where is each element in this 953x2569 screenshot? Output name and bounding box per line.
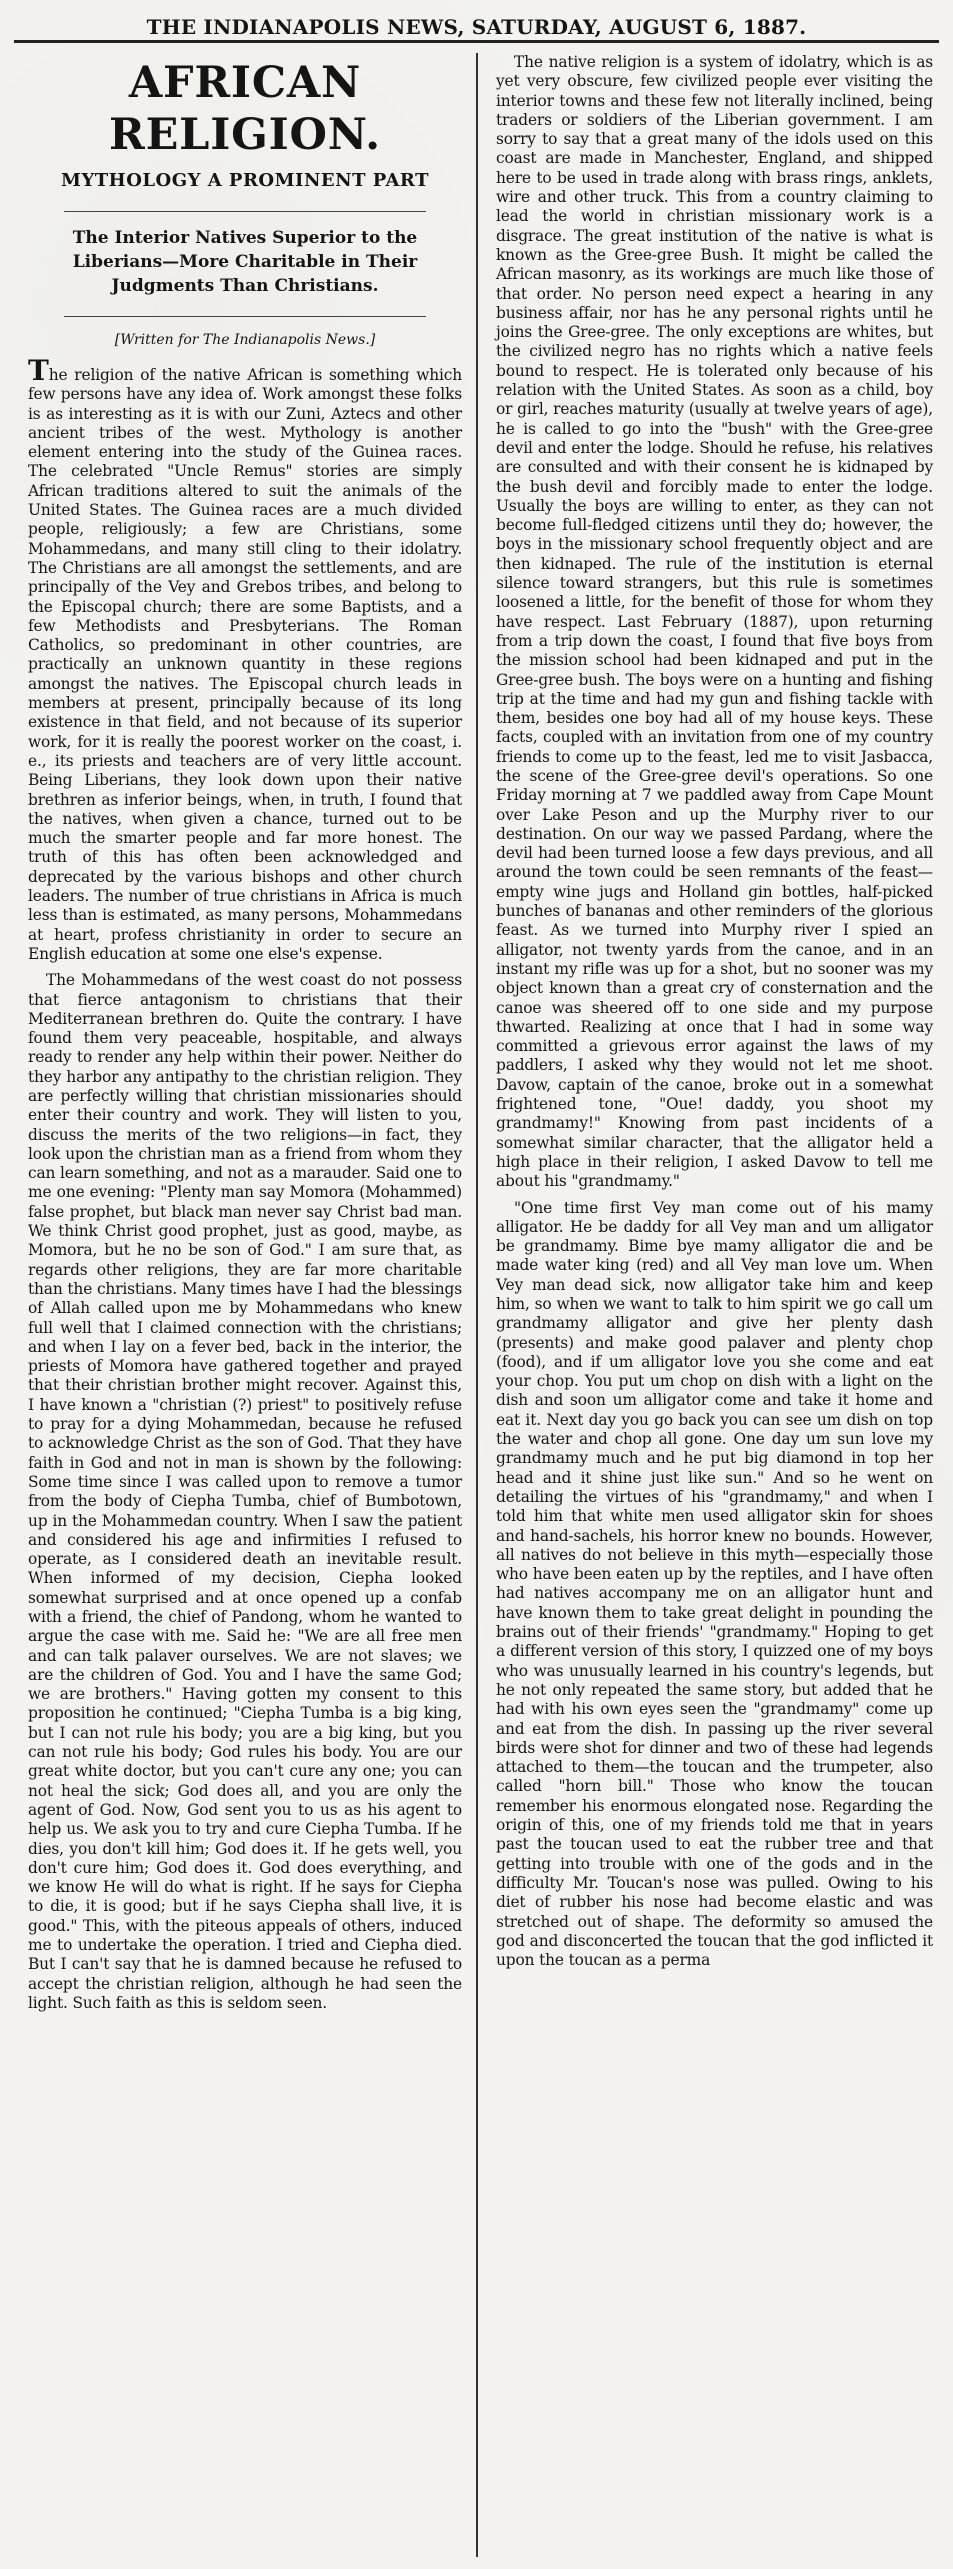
subdeck-rule (64, 316, 426, 317)
article-headline: AFRICAN RELIGION. (109, 58, 381, 160)
article-deck: MYTHOLOGY A PROMINENT PART (61, 170, 429, 191)
left-column (14, 53, 472, 2557)
masthead (14, 14, 939, 43)
left-paragraph-1: The religion of the native African is something which few persons have any idea of. Work amongst these folks is as interesting as it is with our Zuni, Aztecs and other ancient tribes of the west. Mythology is another element entering into the study of the Guinea races. The celebrated "Uncle Remus" stories are simply African traditions altered to suit the animals of the United States. The Guinea races are a much divided people, religiously; a few are Christians, some Mohammedans, and many still cling to their idolatry. The Christians are all amongst the settlements, and are principally of the Vey and Grebos tribes, and belong to the Episcopal church; there are some Baptists, and a few Methodists and Presbyterians. The Roman Catholics, so predominant in other countries, are practically an unknown quantity in these regions amongst the natives. The Episcopal church leads in members at present, principally because of its long existence in that field, and not because of its superior work, for it is really the poorest worker on the coast, i. e., its priests and teachers are of very little account. Being Liberians, they look down upon their native brethren as inferior beings, when, in truth, I found that the natives, when given a chance, turned out to be much the smarter people and far more honest. The truth of this has often been acknowledged and deprecated by the various bishops and other church leaders. The number of true christians in Africa is much less than is estimated, as many persons, Mohammedans at heart, profess christianity in order to secure an English education at some one else's expense. (28, 354, 462, 963)
deck-rule (64, 211, 426, 212)
left-paragraph-2: The Mohammedans of the west coast do not possess that fierce antagonism to christians that their Mediterranean brethren do. Quite the contrary. I have found them very peaceable, hospitable, and always ready to render any help within their power. Neither do they harbor any antipathy to the christian religion. They are perfectly willing that christian missionaries should enter their country and work. They will listen to you, discuss the merits of the two religions—in fact, they look upon the christian man as a friend from whom they can learn something, and not as a marauder. Said one to me one evening: "Plenty man say Momora (Mohammed) false prophet, but black man never say Christ bad man. We think Christ good prophet, just as good, maybe, as Momora, but he no be son of God." I am sure that, as regards other religions, they are far more charitable than the christians. Many times have I had the blessings of Allah called upon me by Mohammedans who knew full well that I claimed connection with the christians; and when I lay on a fever bed, back in the interior, the priests of Momora have gathered together and prayed that their christian brother might recover. Against this, I have known a "christian (?) priest" to positively refuse to pray for a dying Mohammedan, because he refused to acknowledge Christ as the son of God. That they have faith in God and not in man is shown by the following: Some time since I was called upon to remove a tumor from the body of Ciepha Tumba, chief of Bumbotown, up in the Mohammedan country. When I saw the patient and considered his age and infirmities I refused to operate, as I considered death an inevitable result. When informed of my decision, Ciepha looked somewhat surprised and at once opened up a confab with a friend, the chief of Pandong, whom he wanted to argue the case with me. Said he: "We are all free men and can talk palaver ourselves. We are not slaves; we are the children of God. You and I have the same God; we are brothers." Having gotten my consent to this proposition he continued; "Ciepha Tumba is a big king, but I can not rule his body; you are a big king, but you can not rule his body; God rules his body. You are our great white doctor, but you can't cure any one; you can not heal the sick; God does all, and you are only the agent of God. Now, God sent you to us as his agent to help us. We ask you to try and cure Ciepha Tumba. If he dies, you don't kill him; God does it. If he gets well, you don't cure him; God does it. God does everything, and we know He will do what is right. If he says for Ciepha to die, it is good; but if he says Ciepha shall live, it is good." This, with the piteous appeals of others, induced me to undertake the operation. I tried and Ciepha died. But I can't say that he is damned because he refused to accept the christian religion, although he had seen the light. Such faith as this is seldom seen. (28, 971, 462, 2012)
article-credit: [Written for The Indianapolis News.] (114, 332, 376, 348)
right-paragraph-2: "One time first Vey man come out of his mamy alligator. He be daddy for all Vey man and um alligator be grandmamy. Bime bye mamy alligator die and be made water king (red) and all Vey man love um. When Vey man dead sick, now alligator take him and keep him, so when we want to talk to him spirit we go call um grandmamy alligator and give her plenty dash (presents) and make good palaver and plenty chop (food), and if um alligator love you she come and eat your chop. You put um chop on dish with a light on the dish and soon um alligator come and take it home and eat it. Next day you go back you can see um dish on top the water and chop all gone. One day um sun love my grandmamy much and he put big diamond in top her head and it shine just like sun." And so he went on detailing the virtues of his "grandmamy," and when I told him that white men used alligator skin for shoes and hand-sachels, his horror knew no bounds. However, all natives do not believe in this myth—especially those who have been eaten up by the reptiles, and I have often had natives accompany me on an alligator hunt and have known them to take great delight in pounding the brains out of their friends' "grandmamy." Hoping to get a different version of this story, I quizzed one of my boys who was unusually learned in his country's legends, but he not only repeated the same story, but added that he had with his own eyes seen the "grandmamy" come up and eat from the dish. In passing up the river several birds were shot for dinner and two of these had legends attached to them—the toucan and the trumpeter, also called "horn bill." Those who know the toucan remember his enormous elongated nose. Regarding the origin of this, one of my friends told me that in years past the toucan used to eat the rubber tree and that getting into trouble with one of the gods and in the difficulty Mr. Toucan's nose was pulled. Owing to his diet of rubber his nose had become elastic and was stretched out of shape. The deformity so amused the god and disconcerted the toucan that the god inflicted it upon the toucan as a perma (496, 1198, 933, 1970)
masthead-title: THE INDIANAPOLIS NEWS, SATURDAY, AUGUST 6, 1887. (146, 15, 807, 39)
column-rule (476, 53, 478, 2557)
article-subdeck: The Interior Natives Superior to the Liberians—More Charitable in Their Judgments Than Christians. (72, 228, 418, 296)
article-columns (14, 53, 939, 2557)
right-column (482, 53, 939, 2557)
right-paragraph-1: The native religion is a system of idolatry, which is as yet very obscure, few civilized people ever visiting the interior towns and these few not literally inclined, being traders or soldiers of the Liberian government. I am sorry to say that a great many of the idols used on this coast are made in Manchester, England, and shipped here to be used in trade along with brass rings, anklets, wire and other truck. This from a country claiming to lead the world in christian missionary work is a disgrace. The great institution of the native is what is known as the Gree-gree Bush. It might be called the African masonry, as its workings are much like those of that order. No person need expect a hearing in any business affair, nor has he any personal rights until he joins the Gree-gree. The only exceptions are whites, but the civilized negro has no rights which a native feels bound to respect. He is tolerated only because of his relation with the United States. As soon as a child, boy or girl, reaches maturity (usually at twelve years of age), he is called to go into the "bush" with the Gree-gree devil and enter the lodge. Should he refuse, his relatives are consulted and with their consent he is kidnaped by the bush devil and forcibly made to enter the lodge. Usually the boys are willing to enter, as they can not become full-fledged citizens until they do; however, the boys in the missionary school frequently object and are then kidnaped. The rule of the institution is eternal silence toward strangers, but this rule is sometimes loosened a little, for the benefit of those for whom they have respect. Last February (1887), upon returning from a trip down the coast, I found that five boys from the mission school had been kidnaped and put in the Gree-gree bush. The boys were on a hunting and fishing trip at the time and had my gun and fishing tackle with them, besides one boy had all of my house keys. These facts, coupled with an invitation from one of my country friends to come up to the feast, led me to visit Jasbacca, the scene of the Gree-gree devil's operations. So one Friday morning at 7 we paddled away from Cape Mount over Lake Peson and up the Murphy river to our destination. On our way we passed Pardang, where the devil had been turned loose a few days previous, and all around the town could be seen remnants of the feast—empty wine jugs and Holland gin bottles, half-picked bunches of bananas and other reminders of the glorious feast. As we turned into Murphy river I spied an alligator, not twenty yards from the canoe, and in an instant my rifle was up for a shot, but no sooner was my object known than a great cry of consternation and the canoe was sheered off to one side and my purpose thwarted. Realizing at once that I had in some way committed a grievous error against the laws of my paddlers, I asked why they would not let me shoot. Davow, captain of the canoe, broke out in a somewhat frightened tone, "Oue! daddy, you shoot my grandmamy!" Knowing from past incidents of a somewhat similar character, that the alligator held a high place in their religion, I asked Davow to tell me about his "grandmamy." (496, 53, 933, 1191)
